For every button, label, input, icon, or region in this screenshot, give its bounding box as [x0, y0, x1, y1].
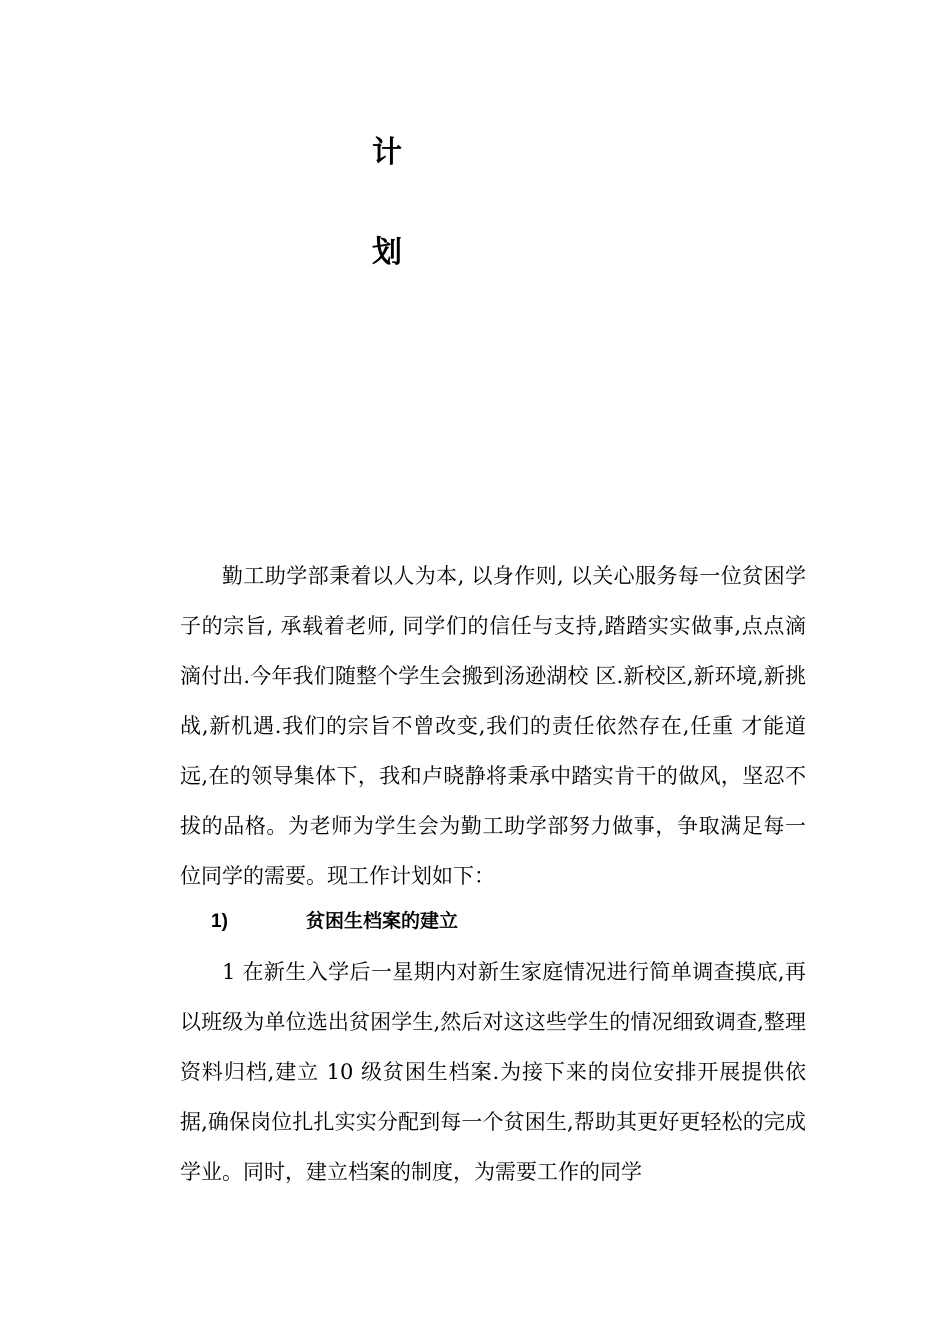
section-title: 贫困生档案的建立 — [306, 911, 459, 932]
section-1-paragraph: 1 在新生入学后一星期内对新生家庭情况进行简单调查摸底,再以班级为单位选出贫困学生,然后对这这些学生的情况细致调查,整理资料归档,建立 10 级贫困生档案.为接下来的岗位安排开展提供依据,确保岗位扎扎实实分配到每一个贫困生,帮助其更好更轻松的完成学业。同时，建立档案的制度，为需要工作的同学 — [180, 960, 806, 1184]
title-char-2: 划 — [372, 235, 402, 270]
section-number: 1) — [211, 911, 228, 932]
title-char-1: 计 — [372, 135, 402, 170]
intro-paragraph: 勤工助学部秉着以人为本, 以身作则, 以关心服务每一位贫困学子的宗旨, 承载着老师, 同学们的信任与支持,踏踏实实做事,点点滴滴付出.今年我们随整个学生会搬到汤逊湖校 区.新校区,新环境,新挑战,新机遇.我们的宗旨不曾改变,我们的责任依然存在,任重 才能道远,在的领导集体下，我和卢晓静将秉承中踏实肯干的做风，坚忍不拔的品格。为老师为学生会为勤工助学部努力做事，争取满足每一位同学的需要。现工作计划如下： — [180, 564, 806, 888]
section-heading-1 — [211, 902, 771, 942]
